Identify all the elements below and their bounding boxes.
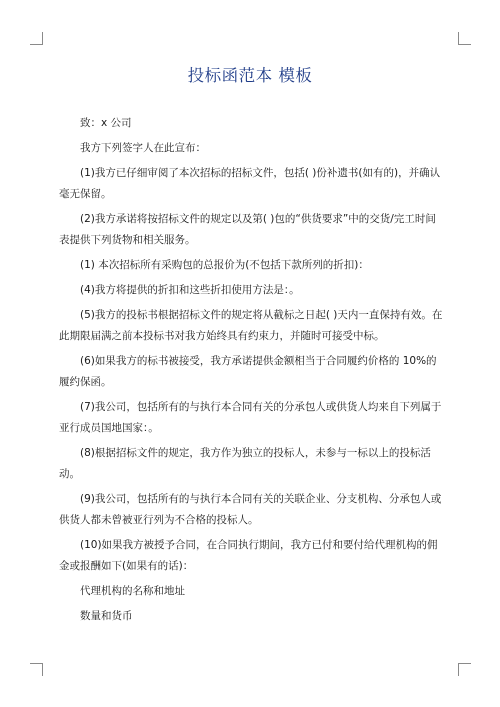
crop-mark-bottom-left — [30, 663, 43, 676]
paragraph-item-5: (5)我方的投标书根据招标文件的规定将从截标之日起( )天内一直保持有效。在此期限届满之前本投标书对我方始终具有约束力，并随时可接受中标。 — [59, 309, 443, 342]
paragraph-amount-currency: 数量和货币 — [80, 610, 133, 622]
paragraph-addressee: 致：x 公司 — [80, 117, 132, 129]
crop-mark-top-right — [458, 32, 471, 45]
paragraph-item-7: (7)我公司，包括所有的与执行本合同有关的分承包人或供货人均来自下列属于亚行成员国地国家：。 — [59, 401, 442, 434]
paragraph-declaration: 我方下列签字人在此宣布： — [80, 142, 206, 154]
paragraph-item-2: (2)我方承诺将按招标文件的规定以及第( )包的“供货要求”中的交货/完工时间表提供下列货物和相关服务。 — [59, 213, 436, 246]
paragraph-item-1: (1)我方已仔细审阅了本次招标的招标文件，包括( )份补遗书(如有的)，并确认毫无保留。 — [59, 167, 441, 200]
paragraph-item-10: (10)如果我方被授予合同，在合同执行期间，我方已付和要付给代理机构的佣金或报酬如下(如果有的话)： — [59, 539, 438, 572]
document-body — [59, 113, 443, 631]
crop-mark-bottom-right — [458, 663, 471, 676]
paragraph-agent-name: 代理机构的名称和地址 — [80, 585, 185, 597]
paragraph-item-4: (4)我方将提供的折扣和这些折扣使用方法是：。 — [80, 284, 300, 296]
paragraph-item-3: (1) 本次招标所有采购包的总报价为(不包括下款所列的折扣)： — [80, 259, 369, 271]
paragraph-item-8: (8)根据招标文件的规定，我方作为独立的投标人，未参与一标以上的投标活动。 — [59, 447, 431, 480]
document-title: 投标函范本 模板 — [187, 66, 313, 85]
paragraph-item-9: (9)我公司，包括所有的与执行本合同有关的关联企业、分支机构、分承包人或供货人都未曾被亚行列为不合格的投标人。 — [59, 493, 442, 526]
crop-mark-top-left — [30, 32, 43, 45]
paragraph-item-6: (6)如果我方的标书被接受，我方承诺提供金额相当于合同履约价格的 10%的履约保函。 — [59, 355, 437, 388]
